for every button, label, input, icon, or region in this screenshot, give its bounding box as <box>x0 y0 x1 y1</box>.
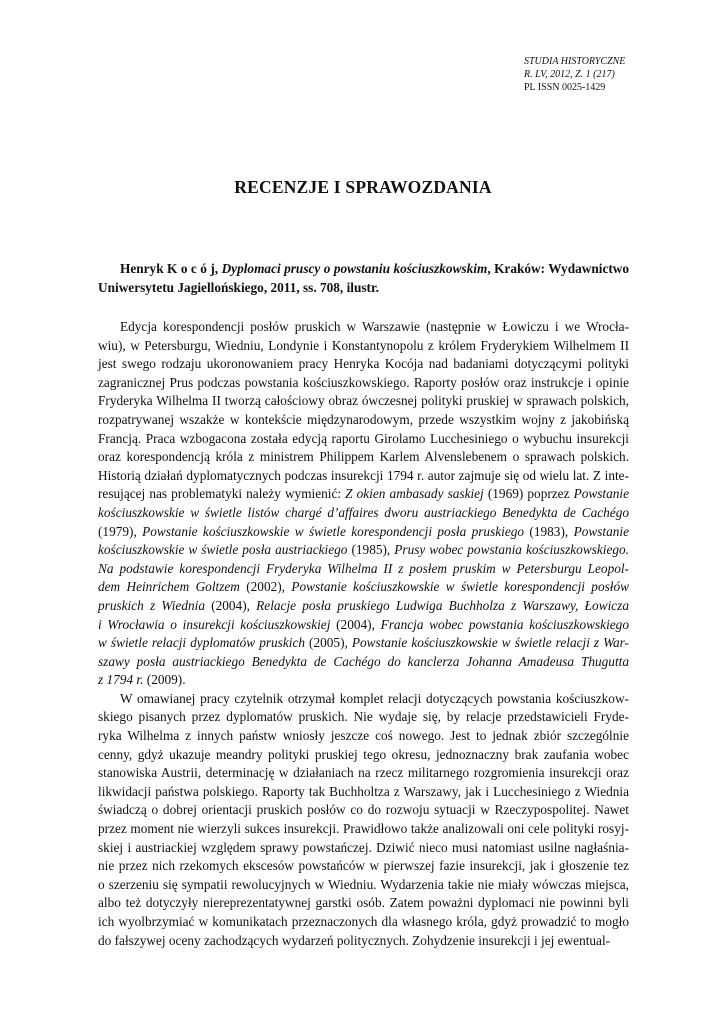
citation-author: Henryk K o c ó j, <box>120 261 219 276</box>
text-run: ryka Wilhelma z innych państw wniosły jeszcze coś nowego. Jest to jednak zbiór szczególnie <box>98 728 629 744</box>
text-run: skiej i austriackiej względem sprawy powstańczej. Dziwić nieco musi natomiast usilne nagłaśnia- <box>98 839 629 855</box>
italic-text: i Wrocławia o insurekcji kościuszkowskiej <box>98 616 331 632</box>
text-run: (2004), <box>204 597 257 613</box>
italic-text: Powstanie kościuszkowskie w świetle korespondencji posła pruskiego <box>142 523 525 539</box>
text-run: W omawianej pracy czytelnik otrzymał komplet relacji dotyczących powstania kościuszkow- <box>120 690 629 706</box>
text-run: wiu), w Petersburgu, Wiedniu, Londynie i Konstantynopolu z królem Fryderykiem Wilhelmem II <box>98 337 629 353</box>
italic-text: Z okien ambasady saskiej <box>345 486 484 502</box>
paragraph-2-line <box>98 913 629 932</box>
paragraph-2-line <box>98 746 629 765</box>
text-run: nie przez nich rzekomych ekscesów powstańców w pierwszej fazie insurekcji, jak i głoszenie tez <box>98 858 629 874</box>
paragraph-1-line <box>98 318 629 337</box>
italic-text: Powstanie <box>573 523 629 539</box>
text-run: zagranicznej Prus podczas powstania kościuszkowskiego. Raporty posłów oraz instrukcje i opinie <box>98 374 629 390</box>
paragraph-2 <box>98 690 629 950</box>
paragraph-1-line <box>98 448 629 467</box>
text-run: (1969) poprzez <box>483 486 574 502</box>
text-run: cenny, gdyż ukazuje meandry polityki pruskiej tego okresu, jednoznaczny brak zaufania wobec <box>98 746 629 762</box>
italic-text: szawy posła austriackiego Benedykta de Cachégo do kanclerza Johanna Amadeusa Thugutta <box>98 653 629 669</box>
citation-publisher: , Kraków: Wydawnictwo <box>487 261 630 276</box>
italic-text: Relacje posła pruskiego Ludwiga Buchholza z Warszawy, Łowicza <box>256 597 629 613</box>
paragraph-2-line <box>98 820 629 839</box>
paragraph-1-line <box>98 392 629 411</box>
text-run: (2005), <box>305 635 352 651</box>
journal-issn: PL ISSN 0025-1429 <box>524 82 606 93</box>
paragraph-1-line <box>98 597 629 616</box>
paragraph-1-line <box>98 671 629 690</box>
paragraph-2-line <box>98 839 629 858</box>
journal-name: STUDIA HISTORYCZNE <box>524 56 626 67</box>
italic-text: Powstanie kościuszkowskie w świetle relacji z War- <box>351 635 629 651</box>
text-run: (2009). <box>143 672 186 688</box>
paragraph-2-line <box>98 876 629 895</box>
citation-line-2: Uniwersytetu Jagiellońskiego, 2011, ss. 708, ilustr. <box>98 280 379 295</box>
paragraph-1-line <box>98 653 629 672</box>
text-run: rozpatrywanej wszakże w kontekście międzynarodowym, przede wszystkim wojny z jakobińską <box>98 411 629 427</box>
paragraph-1-line <box>98 616 629 635</box>
paragraph-1-line <box>98 578 629 597</box>
text-run: Francją. Praca wzbogacona została edycją raportu Girolamo Lucchesiniego o wybuchu insurekcji <box>98 430 629 446</box>
paragraph-1-line <box>98 560 629 579</box>
paragraph-1 <box>98 318 629 690</box>
paragraph-1-line <box>98 485 629 504</box>
italic-text: Na podstawie korespondencji Fryderyka Wilhelma II z posłem pruskim w Petersburgu Leopol- <box>98 560 629 576</box>
paragraph-1-line <box>98 337 629 356</box>
paragraph-2-line <box>98 764 629 783</box>
italic-text: kościuszkowskie w świetle listów chargé d’affaires dworu austriackiego Benedykta de Cachégo <box>98 504 629 520</box>
italic-text: Prusy wobec powstania kościuszkowskiego. <box>394 542 629 558</box>
text-run: (1985), <box>347 542 395 558</box>
citation-title: Dyplomaci pruscy o powstaniu kościuszkowskim <box>221 261 488 276</box>
paragraph-1-line <box>98 541 629 560</box>
italic-text: w świetle relacji dyplomatów pruskich <box>98 635 305 651</box>
italic-text: Powstanie <box>573 486 629 502</box>
text-run: resującej nas problematyki należy wymienić: <box>98 486 346 502</box>
review-body <box>98 318 629 950</box>
paragraph-2-line <box>98 801 629 820</box>
journal-volume: R. LV, 2012, Z. 1 (217) <box>524 69 615 80</box>
paragraph-2-line <box>98 708 629 727</box>
text-run: o szerzeniu się sympatii rewolucyjnych w Wiedniu. Wydarzenia takie nie miały wówczas miejsca, <box>98 876 629 892</box>
text-run: (1983), <box>524 523 574 539</box>
text-run: świadczą o dobrej orientacji pruskich posłów co do rozwoju sytuacji w Rzeczypospolitej. Nawet <box>98 802 629 818</box>
text-run: (2004), <box>330 616 381 632</box>
text-run: (2002), <box>239 579 292 595</box>
paragraph-2-line <box>98 932 629 951</box>
italic-text: z 1794 r. <box>98 672 144 688</box>
text-run: oraz korespondencją króla z ministrem Philippem Karlem Alvenslebenem o sprawach polskich. <box>98 449 629 465</box>
italic-text: Francja wobec powstania kościuszkowskiego <box>380 616 629 632</box>
text-run: jest swego rodzaju ukoronowaniem pracy Henryka Kocója nad badaniami dotyczącymi polityki <box>98 356 629 372</box>
paragraph-2-line <box>98 857 629 876</box>
paragraph-2-line <box>98 783 629 802</box>
text-run: skiego pisanych przez dyplomatów pruskich. Nie wydaje się, by relacje przedstawicieli Fryde- <box>98 709 629 725</box>
italic-text: Powstanie kościuszkowskie w świetle korespondencji posłów <box>291 579 629 595</box>
paragraph-1-line <box>98 411 629 430</box>
text-run: likwidacji państwa polskiego. Raporty tak Buchholtza z Warszawy, jak i Lucchesiniego z Wiednia <box>98 783 629 799</box>
paragraph-2-line <box>98 894 629 913</box>
italic-text: pruskich z Wiednia <box>98 597 205 613</box>
text-run: Edycja korespondencji posłów pruskich w Warszawie (następnie w Łowiczu i we Wrocła- <box>120 319 629 334</box>
paragraph-1-line <box>98 634 629 653</box>
text-run: (1979), <box>98 523 143 539</box>
paragraph-1-line <box>98 374 629 393</box>
section-title: RECENZJE I SPRAWOZDANIA <box>234 177 492 197</box>
text-run: albo też dotyczyły niereprezentatywnej garstki osób. Zatem poważni dyplomaci nie powinni byli <box>98 895 629 911</box>
paragraph-1-line <box>98 523 629 542</box>
paragraph-1-line <box>98 355 629 374</box>
text-run: przez moment nie wierzyli sukces insurekcji. Prawidłowo także analizowali oni cele polityki rosyj- <box>98 821 629 837</box>
review-citation <box>98 259 629 297</box>
text-run: Fryderyka Wilhelma II tworzą całościowy obraz ówczesnej polityki pruskiej w sprawach polskich, <box>98 393 629 409</box>
text-run: stanowiska Austrii, determinację w działaniach na rzecz militarnego rozgromienia insurekcji oraz <box>98 765 629 781</box>
journal-header <box>524 55 625 94</box>
paragraph-1-line <box>98 430 629 449</box>
text-run: ich wyolbrzymiać w komunikatach przeznaczonych dla własnego króla, gdyż prowadzić to mogło <box>98 914 629 929</box>
paragraph-1-line <box>98 467 629 486</box>
paragraph-2-line <box>98 690 629 709</box>
italic-text: dem Heinrichem Goltzem <box>98 579 240 595</box>
paragraph-1-line <box>98 504 629 523</box>
text-run: do fałszywej oceny zachodzących wydarzeń politycznych. Zohydzenie insurekcji i jej ewentual- <box>98 932 611 948</box>
italic-text: kościuszkowskie w świetle posła austriackiego <box>98 542 348 558</box>
text-run: Historią działań dyplomatycznych podczas insurekcji 1794 r. autor zajmuje się od wielu lat. Z inte- <box>98 467 629 483</box>
citation-line-1 <box>98 259 629 278</box>
paragraph-2-line <box>98 727 629 746</box>
